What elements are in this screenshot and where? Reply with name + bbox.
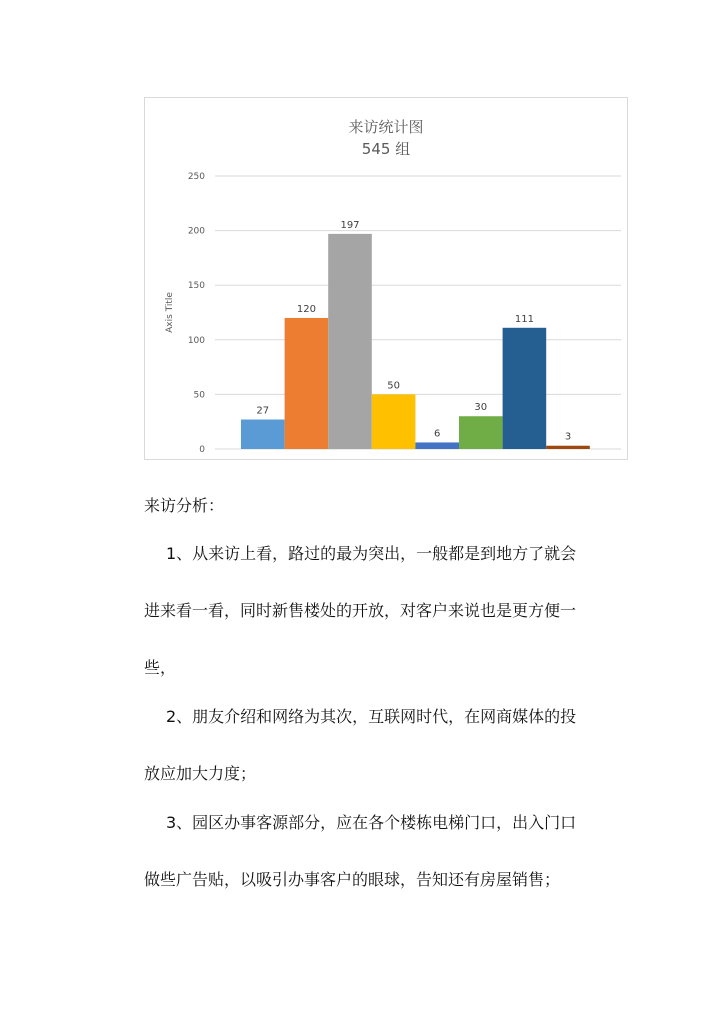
paragraph-2-line-2: 放应加大力度； (144, 764, 257, 783)
data-label: 3 (564, 431, 572, 443)
paragraph-1-line-2: 进来看一看，同时新售楼处的开放，对客户来说也是更方便一 (144, 601, 577, 620)
bar (372, 394, 416, 449)
data-label: 120 (296, 303, 316, 315)
y-tick-label: 50 (193, 390, 205, 401)
bar (459, 416, 503, 449)
chart-plot (145, 98, 629, 461)
paragraph-3-line-2: 做些广告贴，以吸引办事客户的眼球，告知还有房屋销售； (144, 870, 561, 889)
chart-title: 来访统计图 (348, 118, 424, 136)
y-tick-label: 150 (187, 281, 205, 292)
visit-chart (144, 97, 628, 460)
data-label: 111 (514, 313, 534, 325)
data-label: 30 (474, 402, 488, 414)
paragraph-3-line-1: 3、园区办事客源部分，应在各个楼栋电梯门口，出入门口 (166, 813, 577, 832)
analysis-heading: 来访分析： (144, 496, 225, 515)
data-label: 50 (387, 380, 400, 392)
y-tick-label: 200 (187, 226, 205, 237)
y-tick-label: 250 (187, 172, 205, 182)
bar (503, 328, 547, 449)
paragraph-1-line-1: 1、从来访上看，路过的最为突出，一般都是到地方了就会 (166, 544, 577, 563)
bar (546, 446, 590, 449)
bar (241, 420, 285, 449)
data-label: 6 (434, 428, 441, 440)
paragraph-2-line-1: 2、朋友介绍和网络为其次，互联网时代，在网商媒体的投 (166, 707, 577, 726)
chart-subtitle: 545 组 (361, 140, 411, 158)
data-label: 27 (256, 405, 270, 417)
bar (328, 234, 372, 449)
bar (415, 442, 459, 449)
paragraph-1-line-3: 些， (144, 658, 177, 677)
data-label: 197 (340, 219, 360, 231)
y-axis-title: Axis Title (165, 292, 175, 333)
y-tick-label: 100 (187, 335, 205, 346)
y-tick-label: 0 (199, 445, 205, 455)
bar (285, 318, 329, 449)
